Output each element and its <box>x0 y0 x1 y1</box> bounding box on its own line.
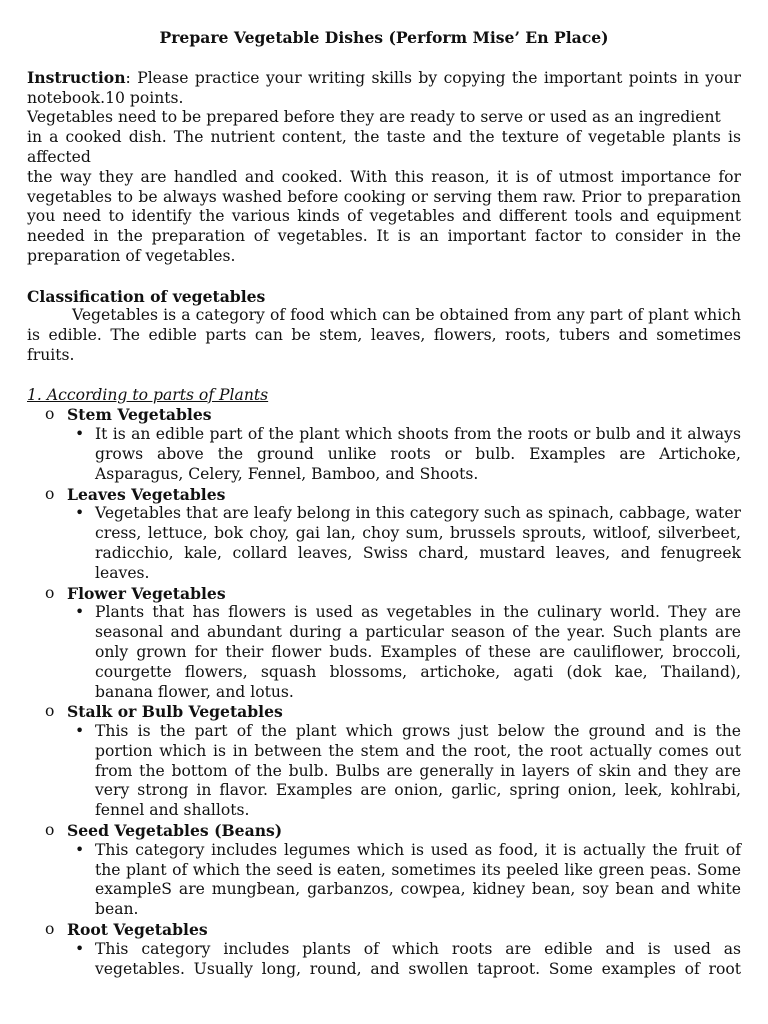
bullet-line: fennel and shallots. <box>95 801 250 820</box>
bullet-line: leaves. <box>95 563 150 582</box>
bullet-dot-icon: • <box>75 504 85 523</box>
category-root <box>27 920 741 940</box>
bullet-item <box>27 841 741 920</box>
instruction-paragraph <box>27 68 741 109</box>
section-heading-text: 1. According to parts of Plants <box>27 385 269 404</box>
circle-bullet-icon: o <box>45 405 55 424</box>
bullet-line: This is the part of the plant which grows just below the ground and is the <box>95 722 741 741</box>
category-stem <box>27 405 741 425</box>
bullet-line: Vegetables that are leafy belong in this category such as spinach, cabbage, water <box>95 504 741 523</box>
bullet-line: banana flower, and lotus. <box>95 682 294 701</box>
bullet-dot-icon: • <box>75 722 85 741</box>
intro-line: the way they are handled and cooked. With this reason, it is of utmost importance for <box>27 167 741 186</box>
bullet-dot-icon: • <box>75 939 85 958</box>
category-name: Flower Vegetables <box>67 583 226 603</box>
bullet-line: bean. <box>95 900 139 919</box>
bullet-item <box>27 940 741 980</box>
bullet-line: the plant of which the seed is eaten, sometimes its peeled like green peas. Some <box>95 860 741 879</box>
bullet-line: exampleS are mungbean, garbanzos, cowpea, kidney bean, soy bean and white <box>95 880 741 899</box>
category-seed <box>27 821 741 841</box>
bullet-item <box>27 425 741 484</box>
bullet-line: Asparagus, Celery, Fennel, Bamboo, and Shoots. <box>95 464 479 483</box>
classification-heading: Classification of vegetables <box>27 286 266 306</box>
instruction-text: : Please practice your writing skills by copying the important points in your notebook.10 points. <box>27 68 741 107</box>
category-leaves <box>27 485 741 505</box>
bullet-line: only grown for their flower buds. Examples of these are cauliflower, broccoli, <box>95 642 741 661</box>
section-heading <box>27 386 741 406</box>
intro-line: vegetables to be always washed before cooking or serving them raw. Prior to preparation <box>27 187 741 206</box>
intro-paragraph <box>27 108 741 266</box>
bullet-line: It is an edible part of the plant which shoots from the roots or bulb and it always <box>95 425 741 444</box>
intro-line: preparation of vegetables. <box>27 246 236 265</box>
bullet-line: vegetables. Usually long, round, and swollen taproot. Some examples of root <box>95 959 741 978</box>
intro-line: you need to identify the various kinds of vegetables and different tools and equipment <box>27 207 741 226</box>
bullet-line: cress, lettuce, bok choy, gai lan, choy sum, brussels sprouts, witloof, silverbeet, <box>95 524 741 543</box>
category-name: Stem Vegetables <box>67 405 212 425</box>
category-name: Stalk or Bulb Vegetables <box>67 702 283 722</box>
category-flower <box>27 584 741 604</box>
circle-bullet-icon: o <box>45 702 55 721</box>
bullet-dot-icon: • <box>75 425 85 444</box>
intro-line: affected <box>27 147 91 166</box>
bullet-line: courgette flowers, squash blossoms, artichoke, agati (dok kae, Thailand), <box>95 662 741 681</box>
bullet-dot-icon: • <box>75 603 85 622</box>
category-name: Leaves Vegetables <box>67 484 226 504</box>
bullet-line: grows above the ground unlike roots or bulb. Examples are Artichoke, <box>95 444 741 463</box>
bullet-item <box>27 603 741 702</box>
instruction-label: Instruction <box>27 67 126 87</box>
bullet-line: portion which is in between the stem and the root, the root actually comes out <box>95 741 741 760</box>
bullet-line: seasonal and abundant during a particular season of the year. Such plants are <box>95 623 741 642</box>
circle-bullet-icon: o <box>45 821 55 840</box>
document-page <box>27 28 741 979</box>
bullet-line: Plants that has flowers is used as vegetables in the culinary world. They are <box>95 603 741 622</box>
document-title: Prepare Vegetable Dishes (Perform Mise’ En Place) <box>159 28 609 47</box>
bullet-line: This category includes legumes which is used as food, it is actually the fruit of <box>95 840 741 859</box>
circle-bullet-icon: o <box>45 583 55 602</box>
category-name: Root Vegetables <box>67 920 208 940</box>
bullet-line: very strong in flavor. Examples are onion, garlic, spring onion, leek, kohlrabi, <box>95 781 741 800</box>
intro-line: Vegetables need to be prepared before they are ready to serve or used as an ingredient <box>27 108 721 127</box>
bullet-item <box>27 722 741 821</box>
bullet-line: This category includes plants of which roots are edible and is used as <box>95 939 741 958</box>
intro-line: in a cooked dish. The nutrient content, the taste and the texture of vegetable plants is <box>27 128 741 147</box>
bullet-line: from the bottom of the bulb. Bulbs are generally in layers of skin and they are <box>95 761 741 780</box>
circle-bullet-icon: o <box>45 920 55 939</box>
bullet-item <box>27 504 741 583</box>
bullet-line: radicchio, kale, collard leaves, Swiss chard, mustard leaves, and fenugreek <box>95 543 741 562</box>
intro-line: needed in the preparation of vegetables. It is an important factor to consider in the <box>27 227 741 246</box>
classification-text: Vegetables is a category of food which can be obtained from any part of plant which is edible. The edible parts can be stem, leaves, flowers, roots, tubers and sometimes fruits. <box>27 306 741 364</box>
category-stalk-bulb <box>27 702 741 722</box>
circle-bullet-icon: o <box>45 484 55 503</box>
category-name: Seed Vegetables (Beans) <box>67 821 283 841</box>
bullet-dot-icon: • <box>75 840 85 859</box>
